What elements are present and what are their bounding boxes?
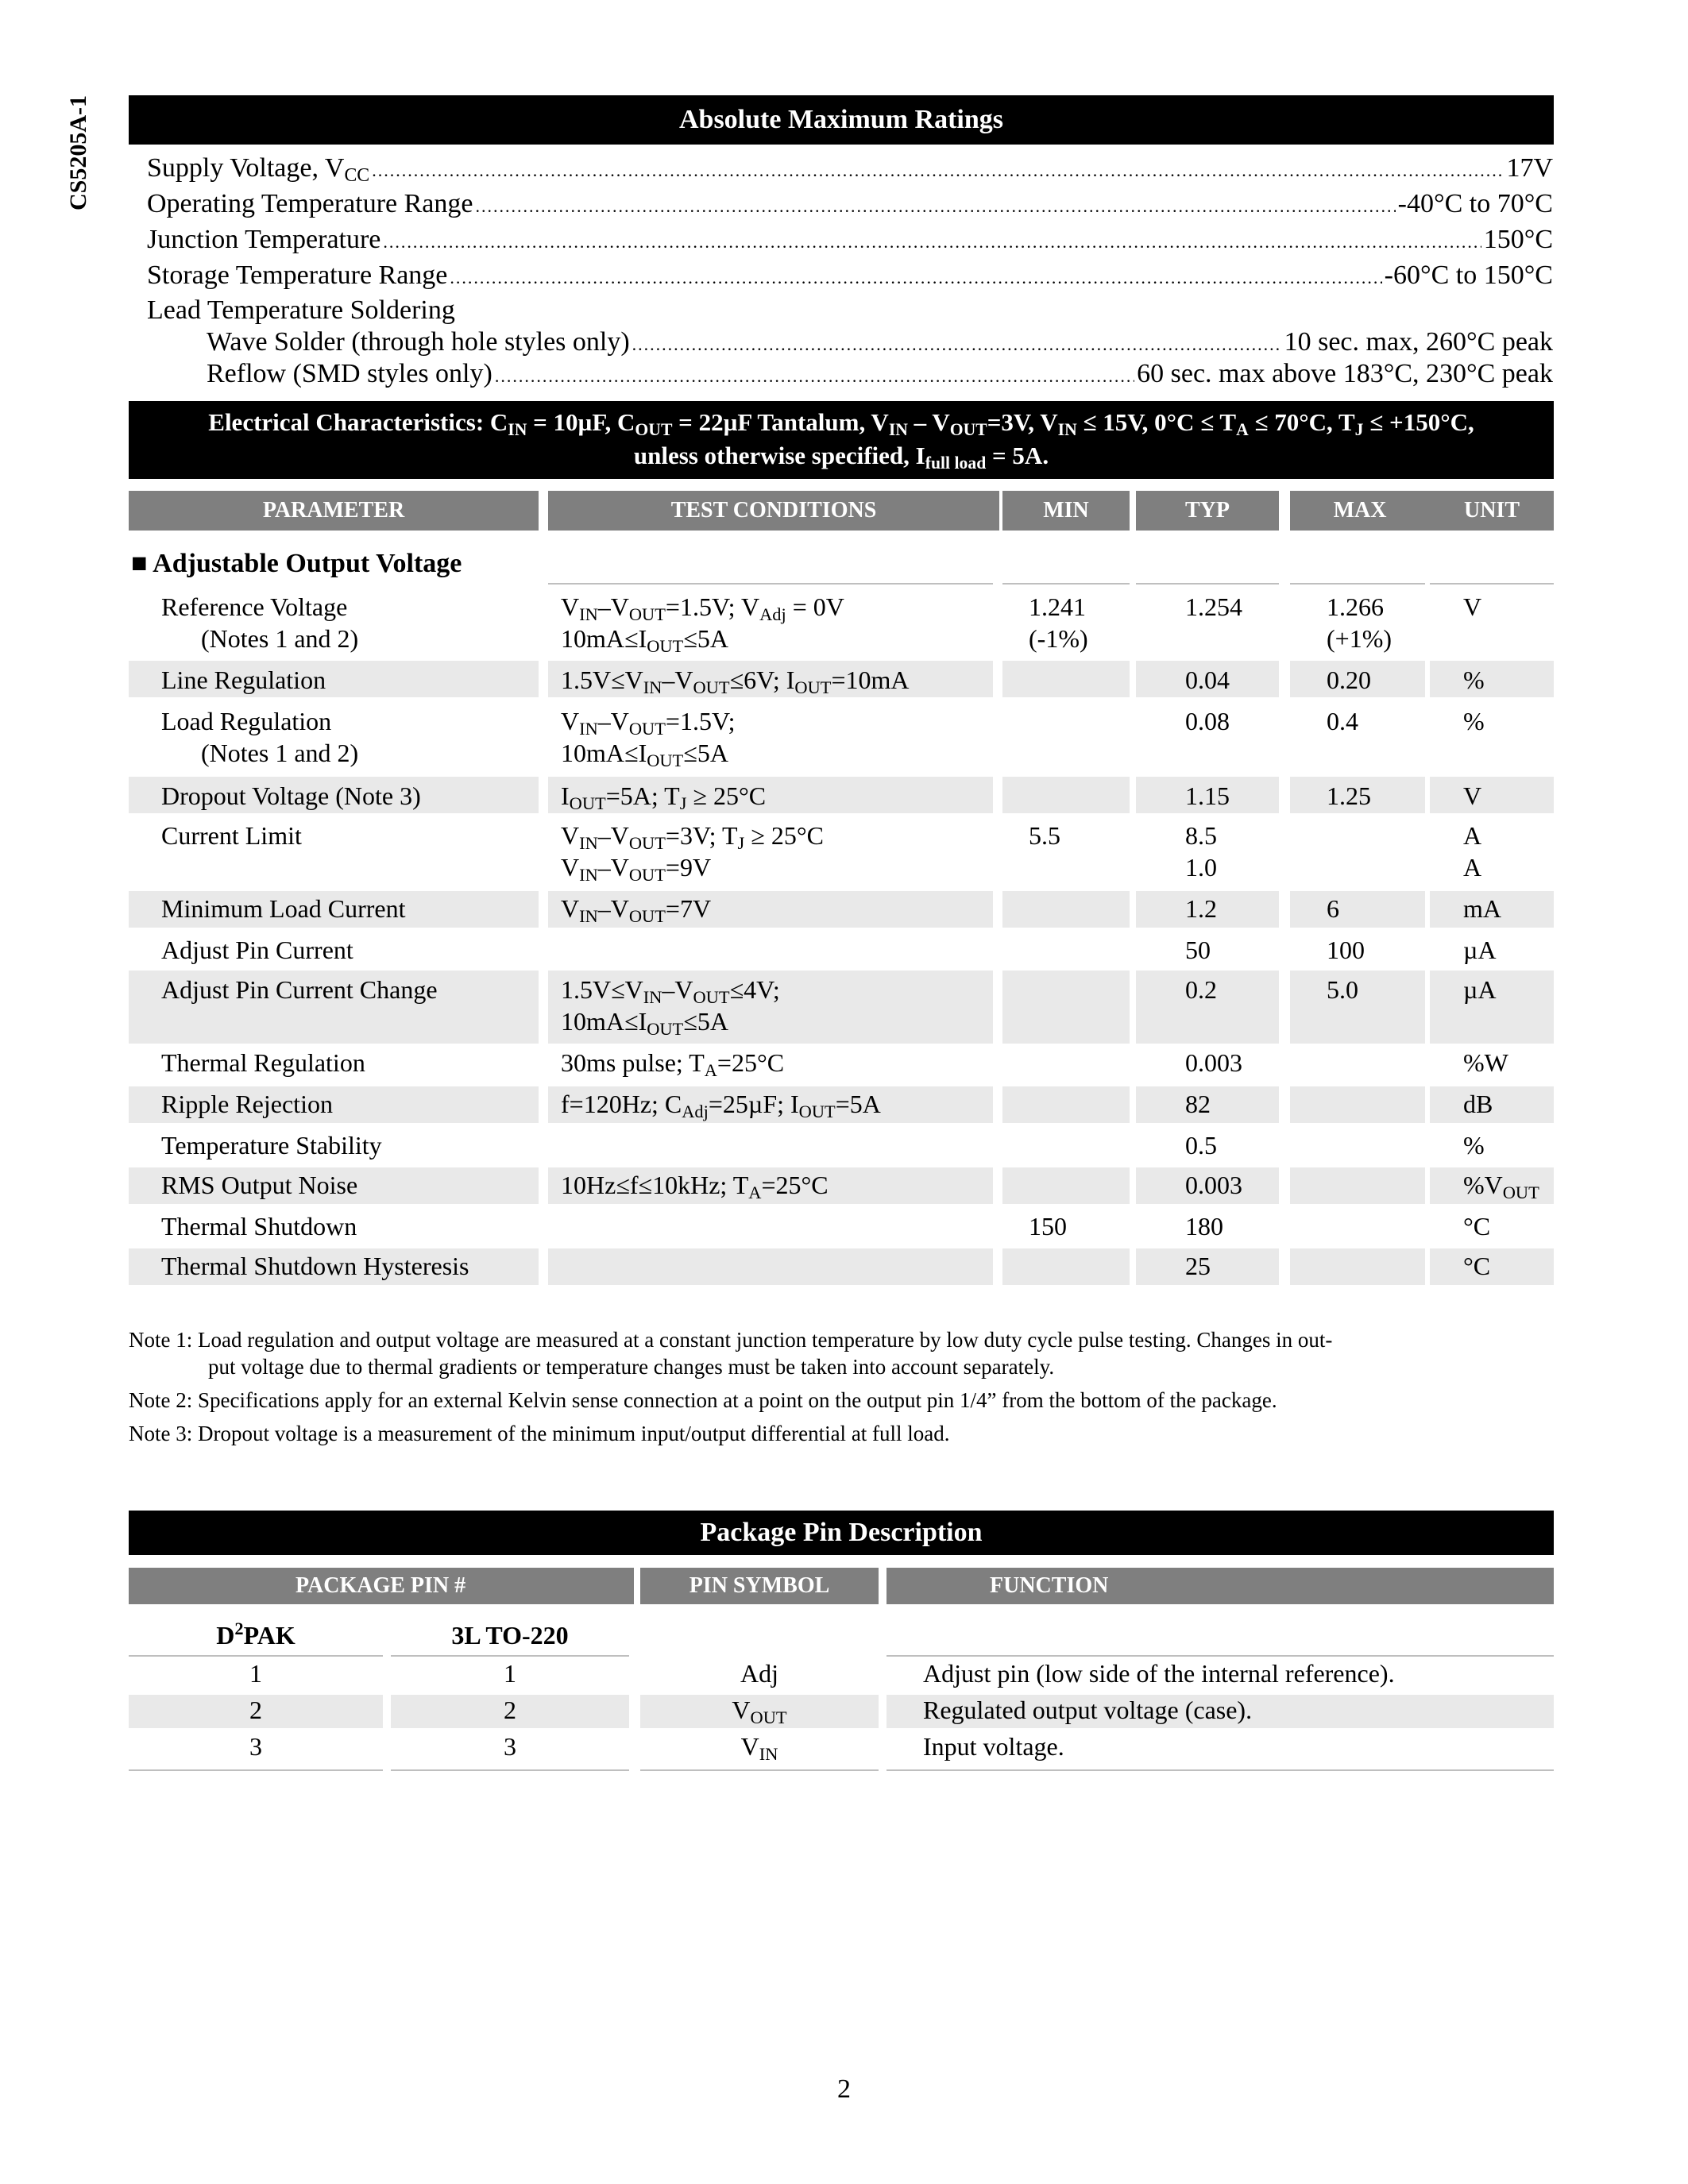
unit-adjust-pin-current-change: µA [1463, 975, 1497, 1004]
col-header-min: MIN [1002, 491, 1130, 531]
param-line-regulation: Line Regulation [161, 666, 326, 694]
param-temperature-stability: Temperature Stability [161, 1131, 382, 1160]
col-header-max: MAX [1290, 491, 1430, 531]
pin-symbol-3: $V_{IN}$ [740, 1732, 778, 1764]
max-minimum-load-current: 6 [1327, 894, 1339, 923]
unit-adjust-pin-current: µA [1463, 936, 1497, 964]
pin-d2pak-1: 1 [249, 1659, 262, 1688]
unit-current-limit: A A [1463, 821, 1482, 882]
typ-thermal-shutdown-hysteresis: 25 [1185, 1252, 1211, 1280]
max-adjust-pin-current: 100 [1327, 936, 1365, 964]
col-header-unit: UNIT [1430, 491, 1554, 531]
unit-thermal-shutdown-hysteresis: °C [1463, 1252, 1491, 1280]
param-thermal-regulation: Thermal Regulation [161, 1048, 365, 1077]
typ-thermal-shutdown: 180 [1185, 1212, 1223, 1241]
absolute-max-title: Absolute Maximum Ratings [129, 95, 1554, 145]
typ-ripple-rejection: 82 [1185, 1090, 1211, 1118]
electrical-characteristics-title: Electrical Characteristics: $C_{IN} = 10\mu F$, $C_{OUT} = 22\mu F$ Tantalum, $V_{IN} - V_{OUT}=3V$, $V_{IN} \le 15V$, $0^\circ C \le T_A \le 70^\circ C$, $T_J \le +150^\circ C$, unless otherwise specified, $I_{full load} = 5A$. [129, 401, 1554, 479]
min-thermal-shutdown: 150 [1029, 1212, 1067, 1241]
amr-row-wave-solder: Wave Solder (through hole styles only) ..... 10 sec. max, 260°C peak [207, 327, 1553, 362]
cond-adjust-pin-current-change: $1.5V\le V_{IN}-V_{OUT}\le 4V$; $10mA\le I_{OUT}\le 5A$ [561, 975, 780, 1039]
notes-block [129, 1326, 1551, 1447]
lead-temp-heading: Lead Temperature Soldering [147, 295, 455, 325]
pin-to220-2: 2 [504, 1696, 516, 1724]
divider [640, 1769, 879, 1771]
typ-line-regulation: 0.04 [1185, 666, 1230, 694]
unit-thermal-shutdown: °C [1463, 1212, 1491, 1241]
note-2: Note 2: Specifications apply for an external Kelvin sense connection at a point on the output pin 1/4” from the bottom of the package. [129, 1388, 1277, 1412]
sub-header-to220: 3L TO-220 [451, 1621, 569, 1650]
cond-minimum-load-current: $V_{IN}-V_{OUT}=7V$ [561, 894, 712, 926]
sub-header-d2pak: $D^2PAK$ [216, 1619, 295, 1650]
pin-symbol-2: $V_{OUT}$ [732, 1696, 787, 1727]
unit-rms-output-noise: $\%V_{OUT}$ [1463, 1171, 1539, 1202]
typ-adjust-pin-current: 50 [1185, 936, 1211, 964]
max-dropout-voltage: 1.25 [1327, 781, 1371, 810]
param-ripple-rejection: Ripple Rejection [161, 1090, 333, 1118]
cond-line-regulation: $1.5V\le V_{IN}-V_{OUT}\le 6V$; $I_{OUT}=10mA$ [561, 666, 910, 697]
unit-temperature-stability: % [1463, 1131, 1485, 1160]
pin-function-2: Regulated output voltage (case). [923, 1696, 1253, 1724]
pin-d2pak-2: 2 [249, 1696, 262, 1724]
typ-temperature-stability: 0.5 [1185, 1131, 1217, 1160]
typ-current-limit: 8.5 1.0 [1185, 821, 1217, 882]
max-adjust-pin-current-change: 5.0 [1327, 975, 1358, 1004]
typ-reference-voltage: 1.254 [1185, 592, 1242, 621]
unit-dropout-voltage: V [1463, 781, 1482, 810]
col-header-function: FUNCTION [886, 1568, 1554, 1604]
divider [391, 1769, 629, 1771]
pin-to220-3: 3 [504, 1732, 516, 1761]
param-adjust-pin-current: Adjust Pin Current [161, 936, 353, 964]
max-line-regulation: 0.20 [1327, 666, 1371, 694]
amr-row-junction-temp: Junction Temperature ..... 150°C [147, 225, 1553, 260]
unit-ripple-rejection: dB [1463, 1090, 1493, 1118]
cond-load-regulation: $V_{IN}-V_{OUT}=1.5V$; $10mA\le I_{OUT}\le 5A$ [561, 707, 736, 770]
col-header-typ: TYP [1136, 491, 1279, 531]
divider [1002, 583, 1130, 585]
col-header-pin-symbol: PIN SYMBOL [640, 1568, 879, 1604]
divider [1136, 583, 1279, 585]
col-header-parameter: PARAMETER [129, 491, 539, 531]
divider [1290, 583, 1425, 585]
cond-rms-output-noise: 10Hz≤f≤10kHz; $T_A=25^\circ C$ [561, 1171, 829, 1202]
note-1: Note 1: Load regulation and output voltage are measured at a constant junction temperature by low duty cycle pulse testing. Changes in out- [129, 1328, 1333, 1352]
max-reference-voltage: 1.266 (+1%) [1327, 592, 1393, 653]
cond-dropout-voltage: $I_{OUT}=5A$; $T_J \ge 25^\circ C$ [561, 781, 767, 813]
unit-line-regulation: % [1463, 666, 1485, 694]
amr-row-storage-temp: Storage Temperature Range ..... -60°C to 150°C [147, 260, 1553, 295]
divider [129, 1769, 383, 1771]
cond-thermal-regulation: 30ms pulse; $T_A=25^\circ C$ [561, 1048, 785, 1080]
typ-minimum-load-current: 1.2 [1185, 894, 1217, 923]
note-1-continued: put voltage due to thermal gradients or temperature changes must be taken into account separately. [208, 1355, 1055, 1379]
package-pin-title: Package Pin Description [129, 1511, 1554, 1555]
pin-to220-1: 1 [504, 1659, 516, 1688]
pin-d2pak-3: 3 [249, 1732, 262, 1761]
unit-thermal-regulation: %W [1463, 1048, 1508, 1077]
pin-function-3: Input voltage. [923, 1732, 1064, 1761]
note-3: Note 3: Dropout voltage is a measurement of the minimum input/output differential at full load. [129, 1422, 950, 1445]
param-thermal-shutdown: Thermal Shutdown [161, 1212, 357, 1241]
divider [886, 1769, 1554, 1771]
col-header-package-pin: PACKAGE PIN # [129, 1568, 634, 1604]
page-number: 2 [837, 2074, 851, 2104]
param-reference-voltage: Reference Voltage (Notes 1 and 2) [161, 592, 359, 653]
param-load-regulation: Load Regulation (Notes 1 and 2) [161, 707, 359, 767]
amr-row-supply: Supply Voltage, $V_{CC}$ ..... 17V [147, 153, 1553, 188]
typ-load-regulation: 0.08 [1185, 707, 1230, 735]
typ-adjust-pin-current-change: 0.2 [1185, 975, 1217, 1004]
col-header-test-conditions: TEST CONDITIONS [548, 491, 999, 531]
unit-load-regulation: % [1463, 707, 1485, 735]
min-current-limit: 5.5 [1029, 821, 1060, 850]
cond-reference-voltage: $V_{IN}-V_{OUT}=1.5V$; $V_{Adj} = 0V$ $10mA\le I_{OUT}\le 5A$ [561, 592, 844, 656]
max-load-regulation: 0.4 [1327, 707, 1358, 735]
amr-row-operating-temp: Operating Temperature Range ..... -40°C to 70°C [147, 189, 1553, 224]
amr-row-reflow: Reflow (SMD styles only) ..... 60 sec. max above 183°C, 230°C peak [207, 359, 1553, 394]
typ-thermal-regulation: 0.003 [1185, 1048, 1242, 1077]
cond-ripple-rejection: f=120Hz; $C_{Adj}=25\mu F$; $I_{OUT}=5A$ [561, 1090, 881, 1121]
param-adjust-pin-current-change: Adjust Pin Current Change [161, 975, 438, 1004]
param-thermal-shutdown-hysteresis: Thermal Shutdown Hysteresis [161, 1252, 469, 1280]
min-reference-voltage: 1.241 (-1%) [1029, 592, 1088, 653]
divider [548, 583, 993, 585]
cond-current-limit: $V_{IN}-V_{OUT}=3V$; $T_J \ge 25^\circ C$ $V_{IN}-V_{OUT}=9V$ [561, 821, 824, 885]
param-current-limit: Current Limit [161, 821, 302, 850]
param-dropout-voltage: Dropout Voltage (Note 3) [161, 781, 421, 810]
typ-rms-output-noise: 0.003 [1185, 1171, 1242, 1199]
typ-dropout-voltage: 1.15 [1185, 781, 1230, 810]
param-minimum-load-current: Minimum Load Current [161, 894, 406, 923]
divider [1430, 583, 1554, 585]
pin-function-1: Adjust pin (low side of the internal reference). [923, 1659, 1395, 1688]
param-rms-output-noise: RMS Output Noise [161, 1171, 358, 1199]
unit-minimum-load-current: mA [1463, 894, 1501, 923]
unit-reference-voltage: V [1463, 592, 1482, 621]
section-heading: ■ Adjustable Output Voltage [131, 549, 462, 578]
pin-symbol-1: Adj [740, 1659, 778, 1688]
